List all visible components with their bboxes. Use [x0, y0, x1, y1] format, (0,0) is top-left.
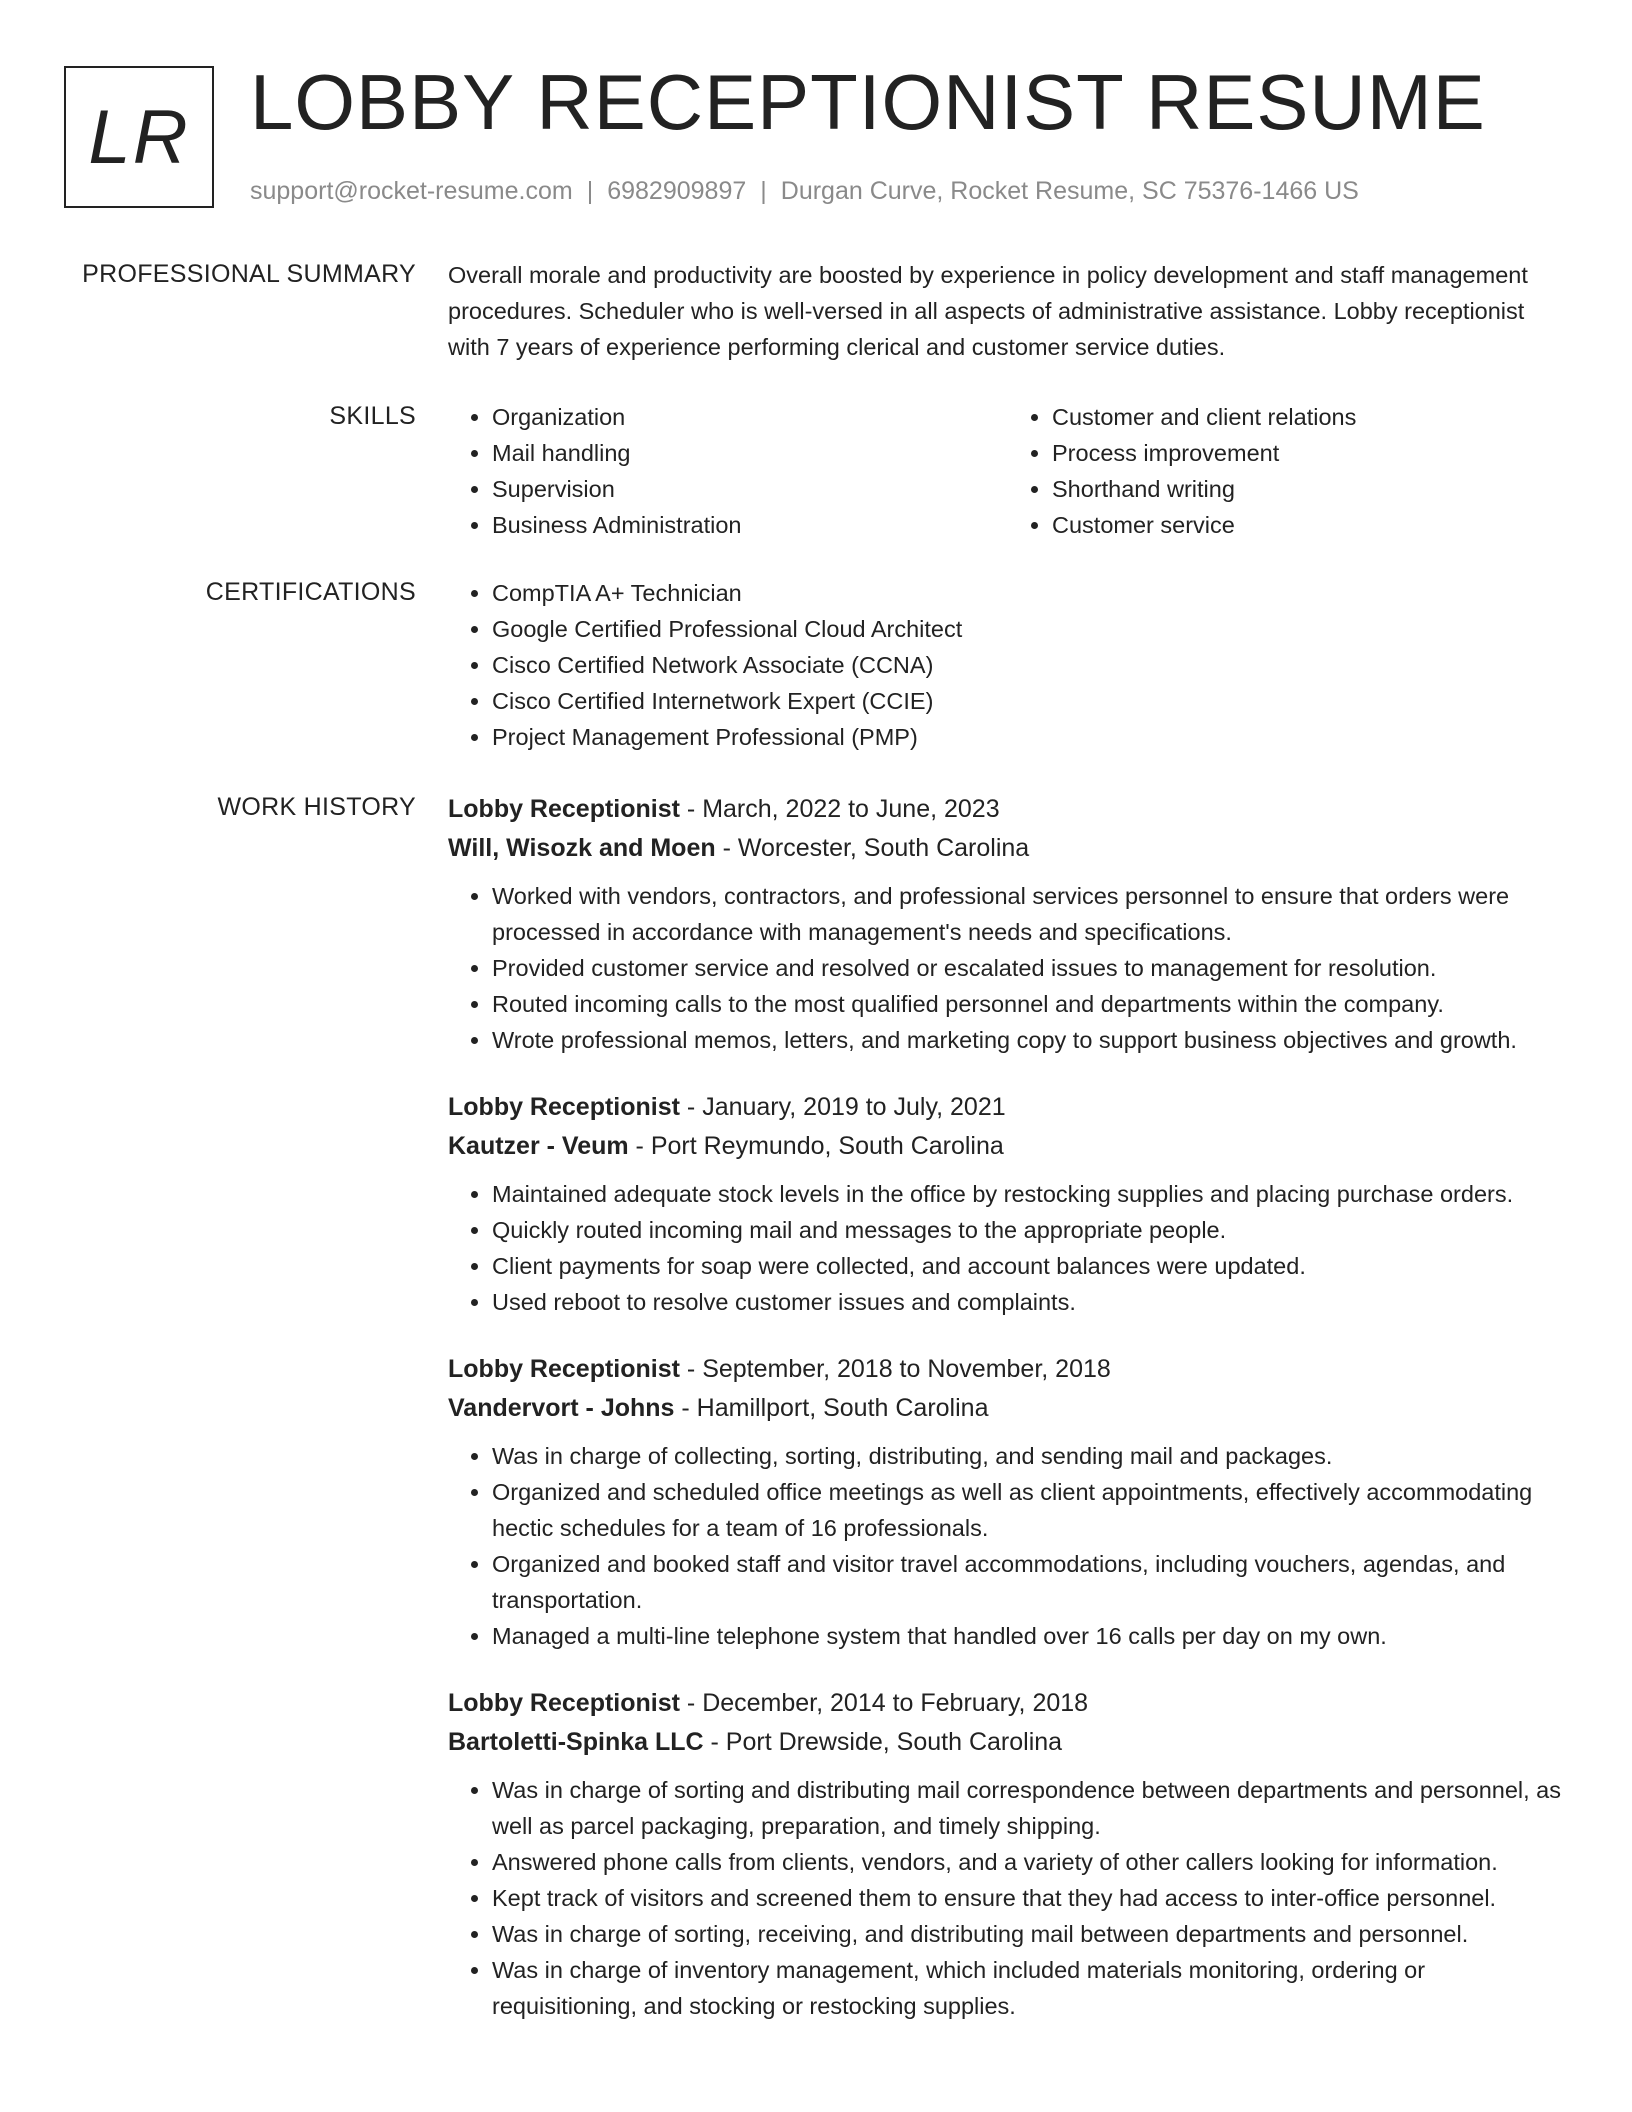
- contact-phone: 6982909897: [607, 177, 747, 205]
- job-duty-item: • Used reboot to resolve customer issues and complaints.: [492, 1284, 1568, 1320]
- contact-separator: |: [586, 177, 594, 205]
- certification-item: • Cisco Certified Internetwork Expert (CCIE): [492, 683, 1568, 719]
- job-duties-list: [448, 1438, 1568, 1654]
- skills-heading: SKILLS: [329, 402, 416, 430]
- job-location: Port Reymundo, South Carolina: [650, 1132, 1004, 1160]
- certification-item: • Project Management Professional (PMP): [492, 719, 1568, 755]
- job-company-line: Kautzer - Veum - Port Reymundo, South Carolina: [448, 1132, 1004, 1160]
- contact-separator: |: [760, 177, 767, 205]
- job-dates: January, 2019 to July, 2021: [702, 1093, 1006, 1121]
- job-location: Port Drewside, South Carolina: [725, 1728, 1063, 1756]
- skill-item: • Process improvement: [1052, 435, 1568, 471]
- skill-item: • Customer service: [1052, 507, 1568, 543]
- job-title: Lobby Receptionist: [448, 1093, 680, 1121]
- skills-body: [448, 399, 1568, 543]
- job-company-line: Vandervort - Johns - Hamillport, South Carolina: [448, 1394, 989, 1422]
- job-title-line: Lobby Receptionist - September, 2018 to November, 2018: [448, 1355, 1111, 1383]
- job-duty-item: • Was in charge of sorting and distributing mail correspondence between departments and personnel, as well as parcel packaging, preparation, and timely shipping.: [492, 1772, 1568, 1844]
- job-dates: September, 2018 to November, 2018: [702, 1355, 1111, 1383]
- job-entry: [448, 790, 1568, 1058]
- certification-item: • Google Certified Professional Cloud Architect: [492, 611, 1568, 647]
- certification-item: • CompTIA A+ Technician: [492, 575, 1568, 611]
- summary-text: Overall morale and productivity are boosted by experience in policy development and staff management procedures. Scheduler who is well-versed in all aspects of administrative assistance. Lobby receptionist with 7 years of experience performing clerical and customer service duties.: [448, 262, 1528, 360]
- job-company-line: Will, Wisozk and Moen - Worcester, South Carolina: [448, 834, 1030, 862]
- certifications-body: [448, 575, 1568, 755]
- job-dates: March, 2022 to June, 2023: [702, 795, 1000, 823]
- skill-item: • Business Administration: [492, 507, 1008, 543]
- skills-list-left: [448, 399, 1008, 543]
- job-entry: [448, 1350, 1568, 1654]
- skill-item: • Supervision: [492, 471, 1008, 507]
- skill-item: • Mail handling: [492, 435, 1008, 471]
- job-duty-item: • Routed incoming calls to the most qualified personnel and departments within the company.: [492, 986, 1568, 1022]
- job-duty-item: • Organized and booked staff and visitor travel accommodations, including vouchers, agendas, and transportation.: [492, 1546, 1568, 1618]
- work-history-body: [448, 790, 1568, 2054]
- skills-list-right: [1008, 399, 1568, 543]
- job-duties-list: [448, 1176, 1568, 1320]
- job-company-line: Bartoletti-Spinka LLC - Port Drewside, South Carolina: [448, 1728, 1063, 1756]
- job-title: Lobby Receptionist: [448, 1355, 680, 1383]
- job-location: Hamillport, South Carolina: [696, 1394, 989, 1422]
- contact-address: Durgan Curve, Rocket Resume, SC 75376-1466 US: [780, 177, 1359, 205]
- job-company: Kautzer - Veum: [448, 1132, 629, 1160]
- job-title-line: Lobby Receptionist - December, 2014 to February, 2018: [448, 1689, 1089, 1717]
- job-dates: December, 2014 to February, 2018: [702, 1689, 1089, 1717]
- skill-item: • Customer and client relations: [1052, 399, 1568, 435]
- job-duty-item: • Kept track of visitors and screened them to ensure that they had access to inter-office personnel.: [492, 1880, 1568, 1916]
- job-company: Vandervort - Johns: [448, 1394, 675, 1422]
- job-entry: [448, 1684, 1568, 2024]
- job-entry: [448, 1088, 1568, 1320]
- job-location: Worcester, South Carolina: [737, 834, 1030, 862]
- monogram-logo: LR: [64, 66, 214, 208]
- job-title-line: Lobby Receptionist - March, 2022 to June, 2023: [448, 795, 1000, 823]
- job-company: Will, Wisozk and Moen: [448, 834, 716, 862]
- job-title: Lobby Receptionist: [448, 1689, 680, 1717]
- job-duty-item: • Organized and scheduled office meetings as well as client appointments, effectively accommodating hectic schedules for a team of 16 professionals.: [492, 1474, 1568, 1546]
- certification-item: • Cisco Certified Network Associate (CCNA): [492, 647, 1568, 683]
- job-duty-item: • Maintained adequate stock levels in the office by restocking supplies and placing purchase orders.: [492, 1176, 1568, 1212]
- job-duty-item: • Client payments for soap were collected, and account balances were updated.: [492, 1248, 1568, 1284]
- job-duty-item: • Managed a multi-line telephone system that handled over 16 calls per day on my own.: [492, 1618, 1568, 1654]
- job-duty-item: • Was in charge of sorting, receiving, and distributing mail between departments and personnel.: [492, 1916, 1568, 1952]
- job-duty-item: • Quickly routed incoming mail and messages to the appropriate people.: [492, 1212, 1568, 1248]
- job-duty-item: • Was in charge of inventory management, which included materials monitoring, ordering or requisitioning, and stocking or restocking supplies.: [492, 1952, 1568, 2024]
- page-title: LOBBY RECEPTIONIST RESUME: [250, 58, 1486, 146]
- job-title-line: Lobby Receptionist - January, 2019 to July, 2021: [448, 1093, 1006, 1121]
- job-title: Lobby Receptionist: [448, 795, 680, 823]
- skill-item: • Shorthand writing: [1052, 471, 1568, 507]
- job-duty-item: • Wrote professional memos, letters, and marketing copy to support business objectives and growth.: [492, 1022, 1568, 1058]
- job-duty-item: • Answered phone calls from clients, vendors, and a variety of other callers looking for information.: [492, 1844, 1568, 1880]
- job-duty-item: • Worked with vendors, contractors, and professional services personnel to ensure that orders were processed in accordance with management's needs and specifications.: [492, 878, 1568, 950]
- job-duty-item: • Provided customer service and resolved or escalated issues to management for resolution.: [492, 950, 1568, 986]
- certifications-list: [448, 575, 1568, 755]
- job-duties-list: [448, 878, 1568, 1058]
- contact-line: [250, 174, 1359, 208]
- job-company: Bartoletti-Spinka LLC: [448, 1728, 704, 1756]
- work-history-heading: WORK HISTORY: [217, 793, 416, 821]
- skill-item: • Organization: [492, 399, 1008, 435]
- certifications-heading: CERTIFICATIONS: [205, 578, 416, 606]
- job-duties-list: [448, 1772, 1568, 2024]
- summary-heading: PROFESSIONAL SUMMARY: [82, 260, 416, 288]
- job-duty-item: • Was in charge of collecting, sorting, distributing, and sending mail and packages.: [492, 1438, 1568, 1474]
- contact-email: support@rocket-resume.com: [250, 177, 573, 205]
